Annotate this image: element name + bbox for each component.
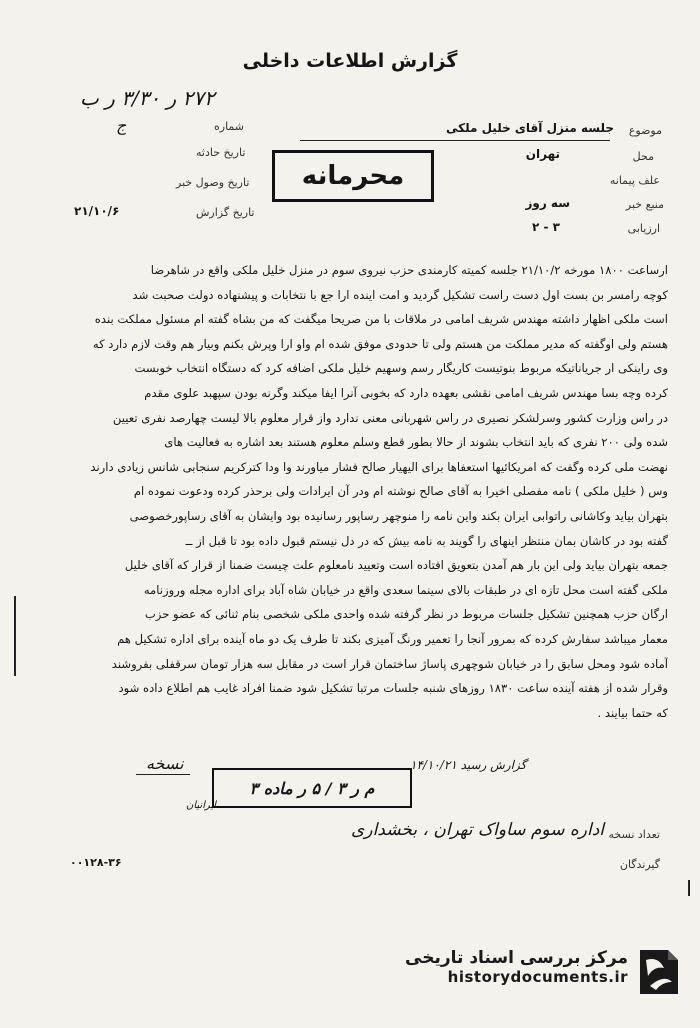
recipients-label: گیرندگان	[619, 858, 660, 871]
number-value: ۲۷۲ ر ۳/۳۰ ر ب	[80, 86, 215, 110]
place-value: تهران	[525, 147, 560, 161]
body-line: که حتما بیایند .	[597, 705, 668, 720]
watermark-org-name: مرکز بررسی اسناد تاریخی	[405, 948, 628, 968]
number-sub: ج	[116, 116, 127, 135]
body-line: وقرار شده از هفته آینده ساعت ۱۸۳۰ روزهای شنبه جلسات مرتبا تشکیل شود ضمنا افراد غایب هم اطلاع داده شود	[118, 681, 668, 696]
body-line: معمار میباشد سفارش کرده که بمرور آنجا را تعمیر ورنگ آمیزی بکند تا طرف یک دو ماه آینده برای اداره تشکیل هم	[117, 631, 668, 646]
body-line: کوچه رامسر بن بست اول دست راست تشکیل گردید و امت اینده ارا جع با نتخابات و پیشنهاده دولت صحبت شد	[132, 287, 668, 302]
report-date-label: تاریخ گزارش	[196, 206, 255, 219]
copies-label: تعداد نسخه	[608, 828, 660, 841]
body-line: ارساعت ۱۸۰۰ مورخه ۲۱/۱۰/۲ جلسه کمیته کارمندی حزب نیروی سوم در منزل خلیل ملکی واقع در شاهرضا	[150, 263, 668, 277]
body-line: شده ولی ۲۰۰ نفری که باید انتخاب بشوند از حالا بطور قطع وسلم معلوم هستند بعد اشاره به فعالیت های	[164, 435, 668, 450]
receipt-date-label: تاریخ وصول خبر	[176, 176, 250, 189]
margin-bracket	[14, 596, 16, 676]
signature-scribble-left: نسخه	[146, 754, 184, 773]
recipients-value: اداره سوم ساواک تهران ، بخشداری	[351, 820, 604, 840]
document-code: ۰۰۱۲۸-۳۶	[70, 856, 122, 869]
attachment-label: علف پیمانه	[609, 174, 660, 187]
signature-box: م ر ۳ / ۵ ر ماده ۳	[212, 768, 412, 808]
body-line: آماده شود ومحل سابق را در خیابان شوچهری پاساژ ساختمان قرار است در مقابل سه هزار تومان سرقفلی بفروشند	[111, 656, 668, 671]
confidential-stamp: محرمانه	[272, 150, 434, 202]
place-label: محل	[632, 150, 654, 163]
body-line: وس ( خلیل ملکی ) نامه مفصلی اخیرا به آقای صالح نوشته ام ودر آن ایرادات ولی برحذر کرده ودعوت نموده ام	[133, 484, 668, 499]
source-value: سه روز	[525, 196, 570, 210]
body-line: ارگان حزب همچنین تشکیل جلسات مربوط در نظر گرفته شده واحدی ملکی شخصی بنام ثنائی که عضو حزب	[144, 607, 668, 622]
incident-date-label: تاریخ حادثه	[196, 146, 246, 159]
subject-label: موضوع	[628, 124, 662, 137]
document-title: گزارش اطلاعات داخلی	[242, 50, 458, 72]
evaluation-label: ارزیابی	[627, 222, 660, 235]
body-line: هستم ولی اوگفته که مدیر مملکت من هستم ولی تا حدودی موفق شده ام واو ارا وپرش بکنم وبیار هم وقت لازم دارد که	[92, 336, 668, 351]
report-date-value: ۲۱/۱۰/۶	[74, 204, 120, 218]
body-line: جمعه بتهران بیاید ولی این بار هم آمدن بتعویق افتاده است وتعیید نامعلوم علت چیست ضمنا از قرار که آقای خلیل	[124, 558, 668, 573]
body-line: است ملکی اظهار داشته مهندس شریف امامی در ملاقات با من صریحا میگفت که من بشاه گفته ام مسئول مملکت بنده	[94, 312, 668, 327]
subject-value: جلسه منزل آقای خلیل ملکی	[445, 121, 614, 135]
signature-scribble-top: گزارش رسید ۱۴/۱۰/۲۱	[410, 758, 527, 772]
body-line: گفته بود در کاشان بمان منتظر اینهای را گویند به نامه بیش که در دل نیستم قبول داده بود تا قبل از ــ	[185, 533, 668, 548]
signature-line-left	[136, 774, 190, 775]
watermark-url: historydocuments.ir	[447, 968, 628, 986]
number-label: شماره	[214, 120, 245, 133]
body-line: وی راینکی ار جریاناتیکه مربوط بنوتیست کاریگار رسم وسهیم خلیل ملکی اضافه کرد که دستگاه انتخاب خوبست	[134, 361, 668, 376]
body-line: ملکی گفته است محل تازه ای در طبقات بالای سینما سعدی واقع در خیابان شاه آباد برای اداره مجله وروزنامه	[143, 582, 668, 597]
margin-tick	[688, 880, 690, 896]
report-body	[28, 258, 668, 725]
body-line: در راس وزارت کشور وسرلشکر نصیری در راس شهربانی معنی ندارد واز قرار معلوم بالا لیست چهارصد نفری تعیین	[112, 410, 668, 425]
body-line: بتهران بیاید وکاشانی راتوابی ایران بکند واین نامه را منوچهر رساپور رسانیده بود وایشان به آقای رساپورخصوصی	[129, 508, 668, 523]
source-label: منبع خبر	[625, 198, 664, 211]
watermark	[405, 948, 628, 986]
subject-underline	[300, 140, 610, 141]
evaluation-value: ۳ - ۲	[532, 220, 560, 234]
document-logo-icon	[634, 946, 682, 998]
body-line: کرده وچه بسا مهندس شریف امامی نقشی بعهده دارد که بخوبی آنرا ایفا میکند وگرنه بودن سپهبد علوی مقدم	[144, 385, 668, 400]
body-line: نهضت ملی کرده وگفت که امریکائیها استعفاها برای الیهیار صالح فشار میاورند وا ودا کترکریم سنجابی شانس زیادی دارند	[90, 459, 668, 474]
archive-label: ایرانیان	[186, 800, 217, 811]
